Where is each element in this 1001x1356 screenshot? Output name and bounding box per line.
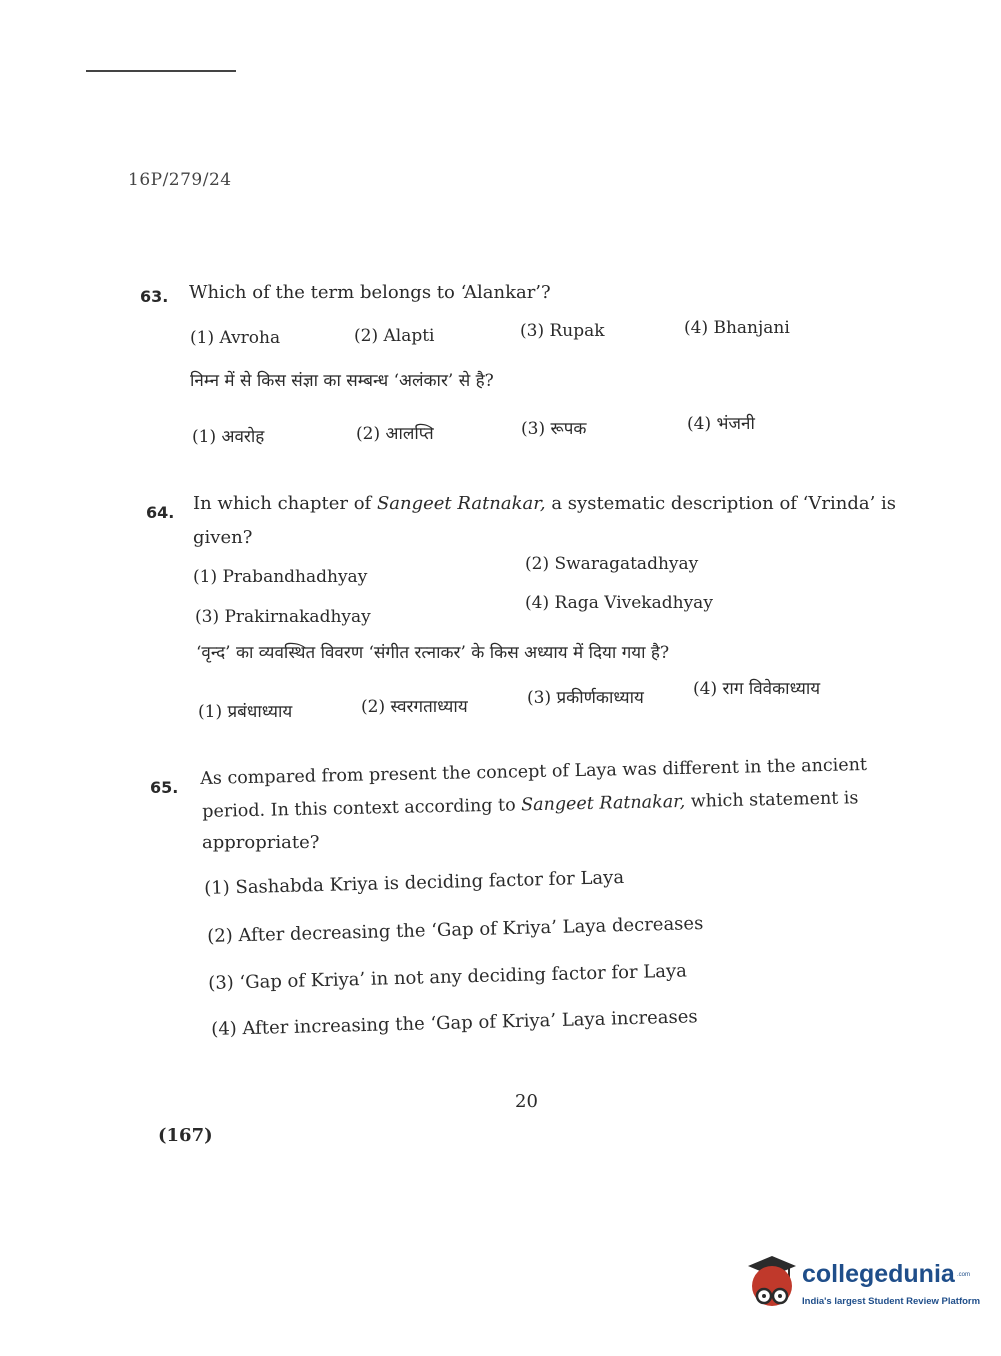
hindi-question-text: निम्न में से किस संज्ञा का सम्बन्ध ‘अलंकार’ से है?	[190, 371, 494, 391]
question-text-line3: appropriate?	[202, 832, 320, 853]
hindi-question-text: ‘वृन्द’ का व्यवस्थित विवरण ‘संगीत रत्नाकर’ के किस अध्याय में दिया गया है?	[196, 643, 670, 663]
hindi-option-1: (1) अवरोह	[192, 427, 265, 447]
question-number: 64.	[146, 503, 175, 522]
question-text: Which of the term belongs to ‘Alankar’?	[189, 282, 551, 303]
hindi-option-1: (1) प्रबंधाध्याय	[198, 702, 293, 722]
option-2: (2) Swaragatadhyay	[525, 554, 699, 574]
top-rule	[86, 70, 236, 72]
logo-wordmark: collegedunia	[802, 1260, 955, 1288]
option-3: (3) ‘Gap of Kriya’ in not any deciding factor for Laya	[208, 960, 688, 994]
hindi-option-2: (2) स्वरगताध्याय	[361, 697, 468, 717]
hindi-option-2: (2) आलप्ति	[356, 424, 434, 444]
question-text: In which chapter of Sangeet Ratnakar, a systematic description of ‘Vrinda’ is	[193, 493, 897, 514]
option-1: (1) Prabandhadhyay	[193, 567, 368, 587]
option-1: (1) Sashabda Kriya is deciding factor for Laya	[204, 867, 625, 899]
collegedunia-logo	[742, 1252, 981, 1314]
hindi-option-3: (3) प्रकीर्णकाध्याय	[527, 688, 644, 708]
logo-domain: .com	[957, 1272, 971, 1278]
paper-code: 16P/279/24	[128, 170, 232, 190]
question-number: 65.	[150, 778, 179, 797]
hindi-option-4: (4) राग विवेकाध्याय	[693, 679, 821, 699]
page-number: 20	[515, 1091, 538, 1112]
mascot-icon	[742, 1252, 800, 1314]
question-text-line2: given?	[193, 527, 253, 548]
option-4: (4) After increasing the ‘Gap of Kriya’ Laya increases	[211, 1006, 698, 1040]
option-4: (4) Bhanjani	[684, 318, 790, 338]
option-3: (3) Prakirnakadhyay	[195, 607, 371, 627]
option-1: (1) Avroha	[190, 328, 281, 348]
question-number: 63.	[140, 287, 169, 306]
question-text-line2: period. In this context according to Sangeet Ratnakar, which statement is	[202, 788, 859, 822]
option-2: (2) Alapti	[354, 326, 435, 346]
option-4: (4) Raga Vivekadhyay	[525, 593, 713, 613]
hindi-option-3: (3) रूपक	[521, 419, 587, 439]
footer-code: (167)	[158, 1125, 213, 1146]
option-2: (2) After decreasing the ‘Gap of Kriya’ Laya decreases	[207, 913, 704, 947]
option-3: (3) Rupak	[520, 321, 605, 341]
question-text-line1: As compared from present the concept of Laya was different in the ancient	[200, 755, 868, 789]
hindi-option-4: (4) भंजनी	[687, 414, 755, 434]
logo-tagline: India's largest Student Review Platform	[802, 1296, 981, 1307]
